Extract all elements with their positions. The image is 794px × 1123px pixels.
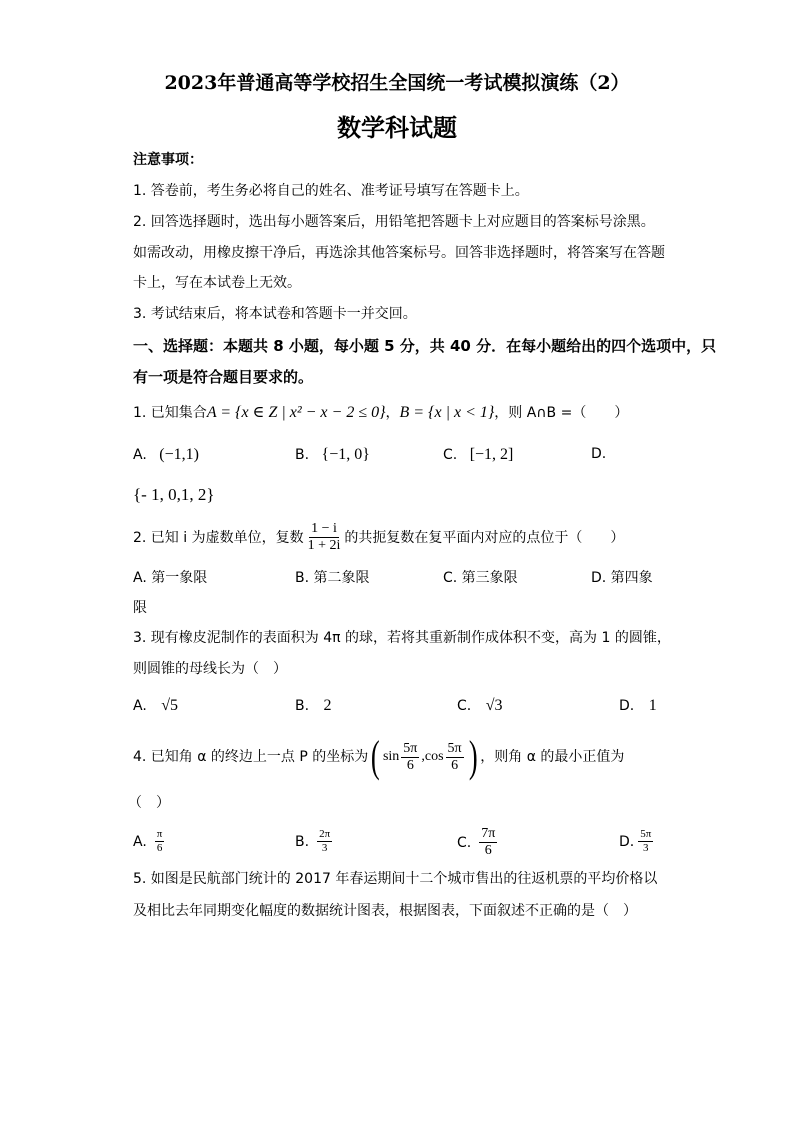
question-4-stem bbox=[133, 734, 624, 780]
q4-opt-a-label: A. bbox=[133, 833, 147, 850]
q4-opt-a-num: π bbox=[156, 828, 163, 840]
q1-option-c bbox=[443, 446, 513, 464]
q4-opt-d-num: 5π bbox=[640, 828, 652, 840]
exam-subtitle: 数学科试题 bbox=[337, 113, 457, 142]
q4-opt-a-den: 6 bbox=[156, 842, 163, 854]
q3-opt-b-label: B. bbox=[295, 698, 310, 714]
q3-option-d bbox=[619, 697, 657, 715]
question-3-line-1: 3. 现有橡皮泥制作的表面积为 4π 的球，若将其重新制作成体积不变，高为 1 的圆锥， bbox=[133, 630, 671, 646]
q4-frac-1-num: 5π bbox=[403, 740, 418, 756]
q4-opt-b-den: 3 bbox=[321, 842, 328, 854]
q4-frac-2-num: 5π bbox=[447, 740, 462, 756]
section-1-line-2: 有一项是符合题目要求的。 bbox=[133, 368, 314, 386]
q2-option-d: D. 第四象 bbox=[591, 570, 653, 586]
q3-option-a bbox=[133, 697, 178, 715]
q4-right-paren: ) bbox=[468, 732, 478, 781]
q3-option-b bbox=[295, 697, 332, 715]
q4-opt-c-den: 6 bbox=[484, 843, 492, 858]
q2-option-b: B. 第二象限 bbox=[295, 570, 370, 586]
question-1-stem bbox=[133, 403, 628, 423]
q1-ask: ，则 A∩B =（ ） bbox=[494, 405, 629, 421]
q2-suffix: 的共扼复数在复平面内对应的点位于（ ） bbox=[344, 529, 625, 546]
q4-sin: sin bbox=[382, 749, 400, 764]
q4-option-c bbox=[457, 826, 499, 859]
q4-prefix: 4. 已知角 α 的终边上一点 P 的坐标为 bbox=[133, 749, 369, 765]
q4-opt-b-label: B. bbox=[295, 833, 310, 850]
q4-opt-b-num: 2π bbox=[319, 828, 331, 840]
q3-opt-d-value: 1 bbox=[648, 697, 657, 714]
q2-fraction bbox=[306, 521, 343, 554]
q3-opt-a-label: A. bbox=[133, 698, 147, 714]
q4-comma: , bbox=[421, 749, 425, 764]
q1-option-a bbox=[133, 446, 199, 464]
note-1: 1. 答卷前，考生务必将自己的姓名、准考证号填写在答题卡上。 bbox=[133, 183, 529, 199]
q1-opt-d-label: D. bbox=[591, 446, 607, 462]
question-3-line-2: 则圆锥的母线长为（ ） bbox=[133, 661, 287, 677]
q4-option-d bbox=[619, 828, 655, 855]
q4-opt-c-num: 7π bbox=[481, 826, 496, 841]
section-1-line-1: 一、选择题：本题共 8 小题，每小题 5 分，共 40 分．在每小题给出的四个选项中，只 bbox=[133, 337, 717, 355]
notes-heading: 注意事项： bbox=[133, 152, 203, 168]
q2-prefix: 2. 已知 i 为虚数单位，复数 bbox=[133, 529, 304, 546]
q1-option-d bbox=[591, 446, 606, 462]
q2-option-d-wrap: 限 bbox=[133, 600, 147, 616]
q3-opt-c-value: √3 bbox=[485, 697, 503, 714]
q1-opt-a-label: A. bbox=[133, 447, 147, 463]
question-5-line-2: 及相比去年同期变化幅度的数据统计图表，根据图表，下面叙述不正确的是（ ） bbox=[133, 903, 637, 919]
q4-cos: cos bbox=[424, 749, 444, 764]
q3-option-c bbox=[457, 697, 502, 715]
q4-option-a bbox=[133, 828, 166, 855]
q3-opt-c-label: C. bbox=[457, 698, 472, 714]
q4-suffix: ，则角 α 的最小正值为 bbox=[480, 749, 625, 765]
q1-prefix: 1. 已知集合 bbox=[133, 405, 207, 421]
q2-option-c: C. 第三象限 bbox=[443, 570, 518, 586]
q2-frac-num: 1 − i bbox=[311, 521, 337, 536]
q4-opt-d-den: 3 bbox=[643, 842, 649, 854]
note-3: 3. 考试结束后，将本试卷和答题卡一并交回。 bbox=[133, 306, 417, 322]
q3-opt-a-value: √5 bbox=[161, 697, 179, 714]
q1-opt-a-value: (−1,1) bbox=[159, 446, 199, 463]
q4-opt-b-frac bbox=[317, 828, 332, 855]
exam-title: 2023年普通高等学校招生全国统一考试模拟演练（2） bbox=[164, 72, 630, 94]
q3-opt-b-value: 2 bbox=[323, 697, 332, 714]
q1-opt-d-value: {- 1, 0,1, 2} bbox=[133, 485, 215, 504]
q4-opt-c-frac bbox=[479, 826, 497, 859]
q4-answer-paren: （ ） bbox=[128, 795, 170, 811]
q4-option-b bbox=[295, 828, 334, 855]
q1-set-b: B = {x | x < 1} bbox=[399, 404, 495, 421]
q4-opt-c-label: C. bbox=[457, 834, 472, 851]
q4-left-paren: ( bbox=[371, 732, 381, 781]
q1-option-b bbox=[295, 446, 370, 464]
q1-opt-c-label: C. bbox=[443, 447, 458, 463]
question-5-line-1: 5. 如图是民航部门统计的 2017 年春运期间十二个城市售出的往返机票的平均价格以 bbox=[133, 871, 658, 887]
q1-opt-b-value: {−1, 0} bbox=[321, 446, 370, 463]
note-2: 2. 回答选择题时，选出每小题答案后，用铅笔把答题卡上对应题目的答案标号涂黑。 bbox=[133, 214, 655, 230]
question-2-stem bbox=[133, 521, 624, 554]
q4-opt-a-frac bbox=[155, 828, 165, 855]
q1-comma: ， bbox=[385, 405, 400, 421]
q2-frac-den: 1 + 2i bbox=[307, 538, 341, 553]
note-2-cont-1: 如需改动，用橡皮擦干净后，再选涂其他答案标号。回答非选择题时，将答案写在答题 bbox=[133, 245, 665, 261]
note-2-cont-2: 卡上，写在本试卷上无效。 bbox=[133, 275, 301, 291]
q1-opt-c-value: [−1, 2] bbox=[469, 446, 514, 463]
q1-opt-b-label: B. bbox=[295, 447, 310, 463]
q4-opt-d-label: D. bbox=[619, 833, 635, 850]
q4-frac-2-den: 6 bbox=[451, 757, 459, 773]
q4-frac-2 bbox=[446, 741, 464, 774]
q4-frac-1 bbox=[401, 741, 419, 774]
q1-set-a: A = {x ∈ Z | x² − x − 2 ≤ 0} bbox=[206, 404, 386, 421]
q3-opt-d-label: D. bbox=[619, 698, 635, 714]
q2-option-a: A. 第一象限 bbox=[133, 570, 208, 586]
q4-opt-d-frac bbox=[638, 828, 653, 855]
q4-frac-1-den: 6 bbox=[406, 757, 414, 773]
